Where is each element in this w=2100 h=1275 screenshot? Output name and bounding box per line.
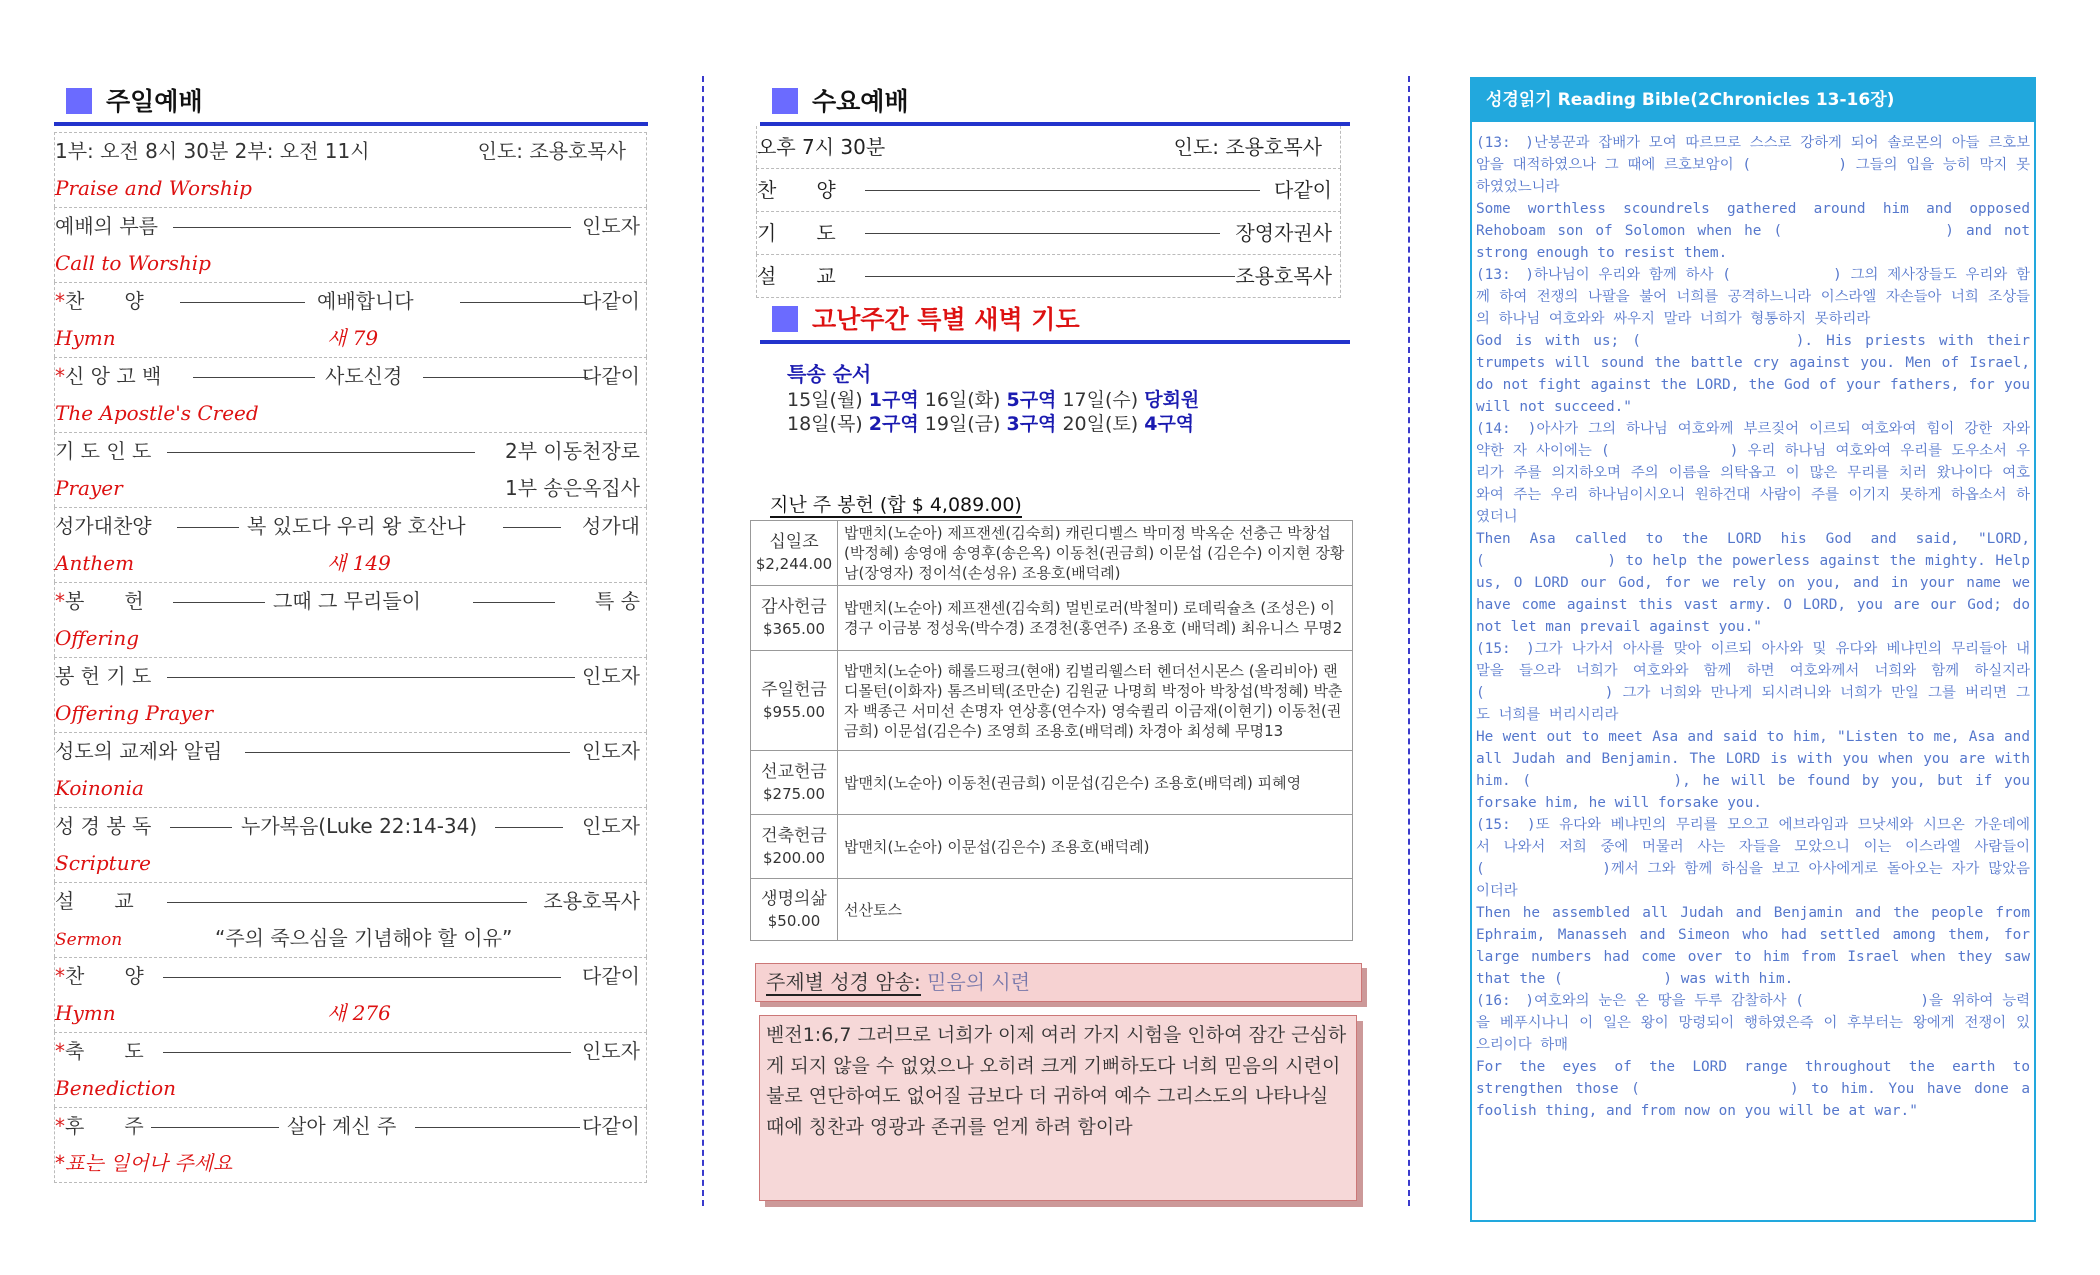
offering-type: 주일헌금 xyxy=(761,679,827,700)
service-english: Sermon xyxy=(55,930,123,950)
service-row xyxy=(54,957,647,1032)
memory-theme: 믿음의 시련 xyxy=(927,970,1031,994)
service-item-label: 찬 양 xyxy=(65,964,144,988)
service-row xyxy=(54,732,647,807)
offering-title: 지난 주 봉헌 (합 $ 4,089.00) xyxy=(770,494,1022,516)
service-english: Anthem xyxy=(55,551,135,575)
service-item-leader: 인도자 xyxy=(582,214,640,238)
offering-table xyxy=(750,520,1353,941)
service-english: Offering Prayer xyxy=(55,701,214,725)
offering-amount: $200.00 xyxy=(762,848,826,867)
sermon-title: “주의 죽으심을 기념해야 할 이유” xyxy=(215,926,513,950)
service-item-leader: 다같이 xyxy=(582,964,640,988)
service-english: Hymn xyxy=(55,326,116,350)
service-item-label: 성 경 봉 독 xyxy=(55,814,152,838)
reading-paragraph: For the eyes of the LORD range throughout the earth to strengthen those ( ) to him. You have done a foolish thing, and from now on you will be at war." xyxy=(1476,1059,2030,1119)
wednesday-row xyxy=(756,168,1341,211)
service-item-title: 복 있도다 우리 왕 호산나 xyxy=(247,514,466,538)
offering-names: 밥맨치(노순아) 제프잰센(김숙희) 캐린디벨스 박미정 박옥순 선충근 박창섭(박정혜) 송영애 송영후(송은옥) 이동천(권금희) 이문섭 (김은수) 이지현 장황남(장영자) 정이석(손성유) 조용호(배덕례) xyxy=(838,521,1353,586)
sunday-section-header xyxy=(54,82,648,126)
service-row xyxy=(54,507,647,582)
service-item-label: 봉 헌 xyxy=(65,589,144,613)
wednesday-item-leader: 장영자권사 xyxy=(1235,221,1332,245)
reading-paragraph: (16: )여호와의 눈은 온 땅을 두루 감찰하사 ( )을 위하여 능력을 베푸시나니 이 일은 왕이 망령되이 행하였은즉 이 후부터는 왕에게 전쟁이 있으리이다 하매 xyxy=(1476,993,2030,1053)
service-item-title: 살아 계신 주 xyxy=(287,1114,397,1138)
stand-footnote: *표는 일어나 주세요 xyxy=(55,1151,233,1175)
reading-paragraph: He went out to meet Asa and said to him, "Listen to me, Asa and all Judah and Benjamin. The LORD is with you when you are with him. ( ), he will be found by you, but if you forsake him, he will forsake you. xyxy=(1476,729,2030,811)
service-english: Praise and Worship xyxy=(55,176,252,200)
hymn-number: 새 149 xyxy=(327,551,391,575)
reading-paragraph: Then Asa called to the LORD his God and said, "LORD, ( ) to help the powerless against the mighty. Help us, O LORD our God, for we rely on you, and in your name we have come against this vast army. O LORD, you are our God; do not let man prevail against you." xyxy=(1476,531,2030,635)
bible-reading-title: 성경읽기 Reading Bible(2Chronicles 13-16장) xyxy=(1472,79,2034,122)
offering-row xyxy=(751,586,1353,651)
service-row xyxy=(54,282,647,357)
stand-marker: * xyxy=(55,364,65,388)
service-row xyxy=(54,432,647,507)
service-item-title: 누가복음(Luke 22:14-34) xyxy=(241,814,478,838)
offering-type: 선교헌금 xyxy=(761,761,827,782)
bible-reading-panel xyxy=(1470,77,2036,1222)
wednesday-item-label: 찬 양 xyxy=(757,178,836,202)
reading-paragraph: Some worthless scoundrels gathered around him and opposed Rehoboam son of Solomon when he ( ) and not strong enough to resist them. xyxy=(1476,201,2030,261)
service-english: Offering xyxy=(55,626,140,650)
memory-verse-text: 벧전1:6,7 그러므로 너희가 이제 여러 가지 시험을 인하여 잠간 근심하게 되지 않을 수 없었으나 오히려 크게 기뻐하도다 너희 믿음의 시련이 불로 연단하여도 없어질 금보다 더 귀하여 예수 그리스도의 나타나실 때에 칭찬과 영광과 존귀를 얻게 하려 함이라 xyxy=(766,1024,1347,1138)
offering-type: 십일조 xyxy=(769,532,819,552)
special-song-line-2: 18일(목) 2구역 19일(금) 3구역 20일(토) 4구역 xyxy=(787,413,1195,435)
service-item-label: 성가대찬양 xyxy=(55,514,152,538)
service-row xyxy=(54,207,647,282)
service-item-label: 봉 헌 기 도 xyxy=(55,664,152,688)
service-item-label: 후 주 xyxy=(65,1114,144,1138)
section-square-icon xyxy=(772,306,798,332)
stand-marker: * xyxy=(55,289,65,313)
reading-paragraph: (13: )난봉꾼과 잡배가 모여 따르므로 스스로 강하게 되어 솔로몬의 아들 르호보암을 대적하였으나 그 때에 르호보암이 ( ) 그들의 입을 능히 막지 못하였었느니라 xyxy=(1476,135,2030,195)
special-song-title: 특송 순서 xyxy=(787,362,872,386)
memory-label: 주제별 성경 암송: xyxy=(766,970,921,994)
offering-type: 감사헌금 xyxy=(761,597,827,617)
service-item-leader: 인도자 xyxy=(582,1039,640,1063)
service-item-title: 예배합니다 xyxy=(317,289,414,313)
stand-marker: * xyxy=(55,589,65,613)
wednesday-title: 수요예배 xyxy=(812,87,909,116)
wednesday-leader: 인도: 조용호목사 xyxy=(1173,135,1322,159)
service-row xyxy=(54,807,647,882)
memory-theme-box xyxy=(755,963,1362,1002)
service-item-leader: 다같이 xyxy=(582,364,640,388)
column-divider-left xyxy=(702,76,704,1206)
offering-row xyxy=(751,751,1353,815)
dawn-prayer-title: 고난주간 특별 새벽 기도 xyxy=(812,305,1080,334)
wednesday-time: 오후 7시 30분 xyxy=(757,135,886,159)
dawn-prayer-header xyxy=(760,300,1350,344)
offering-type: 생명의삶 xyxy=(761,888,827,909)
stand-marker: * xyxy=(55,964,65,988)
offering-amount: $2,244.00 xyxy=(755,555,833,573)
service-leader: 인도: 조용호목사 xyxy=(477,139,626,163)
service-row xyxy=(54,582,647,657)
offering-names: 밥맨치(노순아) 이동천(권금희) 이문섭(김은수) 조용호(배덕례) 피혜영 xyxy=(838,751,1353,815)
offering-amount: $955.00 xyxy=(762,702,826,721)
service-item-label: 설 교 xyxy=(55,889,134,913)
offering-row xyxy=(751,815,1353,879)
service-item-leader: 다같이 xyxy=(582,1114,640,1138)
service-item-label: 기 도 인 도 xyxy=(55,439,152,463)
service-english: Benediction xyxy=(55,1076,177,1100)
service-english: Prayer xyxy=(55,476,123,500)
service-item-leader: 특 송 xyxy=(595,589,640,613)
service-english: Scripture xyxy=(55,851,151,875)
offering-names: 밥맨치(노순아) 제프잰센(김숙희) 멀빈로러(박철미) 로데릭슐츠 (조성은) 이경구 이금봉 정성욱(박수경) 조경천(홍연주) 조용호 (배덕례) 최유니스 무명2 xyxy=(838,586,1353,651)
wednesday-item-leader: 다같이 xyxy=(1274,178,1332,202)
wednesday-row xyxy=(756,211,1341,254)
service-item-leader-2: 1부 송은옥집사 xyxy=(504,476,640,500)
wednesday-row xyxy=(756,254,1341,298)
service-english: Call to Worship xyxy=(55,251,211,275)
service-english: Hymn xyxy=(55,1001,116,1025)
section-square-icon xyxy=(66,88,92,114)
reading-paragraph: God is with us; ( ). His priests with their trumpets will sound the battle cry against you. Men of Israel, do not fight against the LORD, the God of your fathers, for you will not succeed." xyxy=(1476,333,2030,415)
column-divider-right xyxy=(1408,76,1410,1206)
reading-paragraph: (15: )또 유다와 베냐민의 무리를 모으고 에브라임과 므낫세와 시므온 가운데에서 나와서 저희 중에 머물러 사는 자들을 모았으니 이는 이스라엘 사람들이 ( )께서 그와 함께 하심을 보고 아사에게로 돌아오는 자가 많았음이더라 xyxy=(1476,817,2030,899)
offering-row xyxy=(751,521,1353,586)
service-row xyxy=(54,1107,647,1183)
reading-paragraph: (14: )아사가 그의 하나님 여호와께 부르짖어 이르되 여호와여 힘이 강한 자와 약한 자 사이에는 ( ) 우리 하나님 여호와여 우리를 도우소서 우리가 주를 의지하오며 주의 이름을 의탁옵고 이 많은 무리를 치러 왔나이다 여호와여 주는 우리 하나님이시오니 원하건대 사람이 주를 이기지 못하게 하옵소서 하였더니 xyxy=(1476,421,2030,525)
service-item-leader: 인도자 xyxy=(582,664,640,688)
offering-amount: $365.00 xyxy=(762,620,826,638)
offering-type: 건축헌금 xyxy=(761,825,827,846)
service-row xyxy=(54,1032,647,1107)
service-item-leader: 인도자 xyxy=(582,739,640,763)
reading-paragraph: Then he assembled all Judah and Benjamin and the people from Ephraim, Manasseh and Simeon who had settled among them, for large numbers had come over to him from Israel when they saw that the ( ) was with him. xyxy=(1476,905,2030,987)
service-item-title: 사도신경 xyxy=(325,364,403,388)
wednesday-item-leader: 조용호목사 xyxy=(1235,264,1332,288)
wednesday-item-label: 기 도 xyxy=(757,221,836,245)
wednesday-section-header xyxy=(760,82,1350,126)
sunday-order-of-service xyxy=(54,132,647,1183)
offering-names: 밥맨치(노순아) 해롤드펑크(현애) 킴벌리웰스터 헨더선시몬스 (올리비아) 랜디몰턴(이화자) 톰즈비텍(조만순) 김원균 나명희 박정아 박창섭(박정혜) 박춘자 백종근 서미선 손명자 연상흥(연수자) 영숙퀼리 이금재(이현기) 이동천(권금희) 이문섭(김은수) 조영희 조용호(배덕례) 차경아 최성혜 무명13 xyxy=(838,651,1353,751)
service-item-leader: 다같이 xyxy=(582,289,640,313)
offering-names: 밥맨치(노순아) 이문섭(김은수) 조용호(배덕례) xyxy=(838,815,1353,879)
service-item-label: 성도의 교제와 알림 xyxy=(55,739,223,763)
service-english: The Apostle's Creed xyxy=(55,401,259,425)
sunday-title: 주일예배 xyxy=(106,87,203,116)
hymn-number: 새 79 xyxy=(327,326,379,350)
service-english: Koinonia xyxy=(55,776,144,800)
wednesday-item-label: 설 교 xyxy=(757,264,836,288)
service-row xyxy=(54,882,647,957)
service-row xyxy=(54,657,647,732)
service-item-leader: 성가대 xyxy=(582,514,640,538)
hymn-number: 새 276 xyxy=(327,1001,391,1025)
reading-paragraph: (15: )그가 나가서 아사를 맞아 이르되 아사와 및 유다와 베냐민의 무리들아 내 말을 들으라 너희가 여호와와 함께 하면 여호와께서 너희와 함께 하실지라 ( ) 그가 너희와 만나게 되시려니와 너희가 만일 그를 버리면 그도 너희를 버리시리라 xyxy=(1476,641,2030,723)
service-item-leader: 조용호목사 xyxy=(543,889,640,913)
offering-amount: $275.00 xyxy=(762,784,826,803)
service-item-leader: 2부 이동천장로 xyxy=(504,439,640,463)
offering-names: 선산토스 xyxy=(838,879,1353,941)
stand-marker: * xyxy=(55,1039,65,1063)
reading-paragraph: (13: )하나님이 우리와 함께 하사 ( ) 그의 제사장들도 우리와 함께 하여 전쟁의 나팔을 불어 너희를 공격하느니라 이스라엘 자손들아 너희 조상들의 하나님 여호와와 싸우지 말라 너희가 형통하지 못하리라 xyxy=(1476,267,2030,327)
service-item-label: 찬 양 xyxy=(65,289,144,313)
bible-reading-body xyxy=(1476,132,2030,1122)
service-time: 1부: 오전 8시 30분 2부: 오전 11시 xyxy=(55,139,370,163)
offering-row xyxy=(751,651,1353,751)
offering-amount: $50.00 xyxy=(767,911,821,930)
service-item-label: 축 도 xyxy=(65,1039,144,1063)
wednesday-row xyxy=(756,126,1341,168)
service-row xyxy=(54,357,647,432)
service-item-label: 신 앙 고 백 xyxy=(65,364,162,388)
service-item-label: 예배의 부름 xyxy=(55,214,158,238)
stand-marker: * xyxy=(55,1114,65,1138)
wednesday-order xyxy=(756,126,1341,298)
offering-row xyxy=(751,879,1353,941)
section-square-icon xyxy=(772,88,798,114)
special-song-line-1: 15일(월) 1구역 16일(화) 5구역 17일(수) 당회원 xyxy=(787,389,1200,411)
service-row xyxy=(54,132,647,207)
memory-verse-box xyxy=(759,1015,1357,1201)
service-item-title: 그때 그 무리들이 xyxy=(273,589,421,613)
service-item-leader: 인도자 xyxy=(582,814,640,838)
